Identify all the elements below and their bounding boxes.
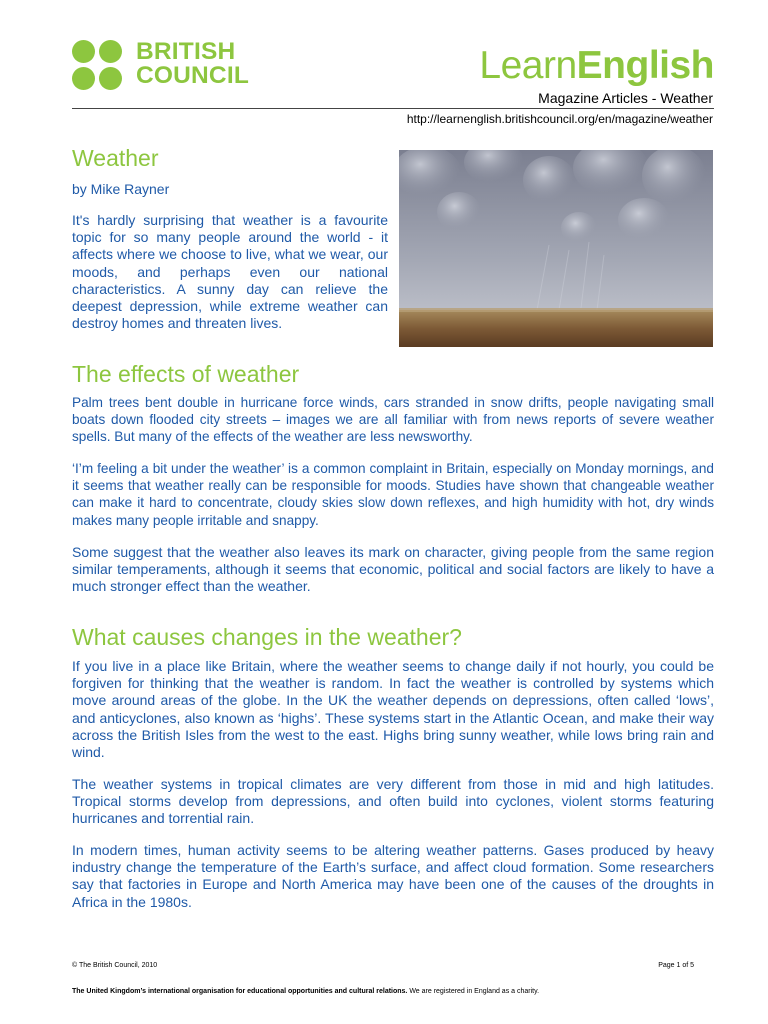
heading-what-causes-changes: What causes changes in the weather? [72,624,462,650]
byline: by Mike Rayner [72,181,170,197]
footer-page-number: Page 1 of 5 [658,962,694,969]
learnenglish-logo [479,44,714,88]
header-divider [72,108,714,109]
weather-photo [399,150,713,347]
heading-effects-of-weather: The effects of weather [72,361,300,387]
article-title: Weather [72,145,159,171]
british-council-dots-icon [72,40,126,94]
causes-paragraph-1: If you live in a place like Britain, where the weather seems to change daily if not hourly, you could be forgiven for thinking that the weather is random. In fact the weather is controlled by systems which move around areas of the globe. In the UK the weather depends on depressions, often called ‘lows’, and anticyclones, also known as ‘highs’. These systems start in the Atlantic Ocean, and make their way across the British Isles from the west to the east. Highs bring sunny weather, while lows bring rain and wind. [72,658,714,761]
learnenglish-logo-light: Learn [479,44,577,87]
footer-charity-note [72,988,539,995]
learnenglish-logo-bold: English [576,44,714,87]
footer-charity-bold: The United Kingdom’s international organisation for educational opportunities and cultural relations. [72,988,408,995]
causes-paragraph-3: In modern times, human activity seems to be altering weather patterns. Gases produced by heavy industry change the temperature of the Earth’s surface, and affect cloud formation. Some researchers say that factories in Europe and North America may have been one of the causes of the droughts in Africa in the 1980s. [72,842,714,910]
british-council-wordmark: BRITISH COUNCIL [136,38,250,89]
british-council-logo [72,40,272,94]
section-title: Magazine Articles - Weather [538,90,713,106]
effects-paragraph-2: ‘I’m feeling a bit under the weather’ is a common complaint in Britain, especially on Monday mornings, and it seems that weather really can be responsible for moods. Studies have shown that changeable weather can make it hard to concentrate, cloudy skies slow down reflexes, and high humidity with hot, dry winds makes many people irritable and snappy. [72,461,714,528]
source-url: http://learnenglish.britishcouncil.org/en/magazine/weather [406,112,713,126]
footer-copyright: © The British Council, 2010 [72,962,158,969]
intro-paragraph: It's hardly surprising that weather is a favourite topic for so many people around the world - it affects where we choose to live, what we wear, our moods, and perhaps even our national characteristics. A sunny day can relieve the deepest depression, while extreme weather can destroy homes and threaten lives. [72,212,388,332]
causes-paragraph-2: The weather systems in tropical climates are very different from those in mid and high latitudes. Tropical storms develop from depressions, and often build into cyclones, violent storms featuring hurricanes and torrential rain. [72,776,714,827]
effects-paragraph-1: Palm trees bent double in hurricane force winds, cars stranded in snow drifts, people navigating small boats down flooded city streets – images we are all familiar with from news reports of severe weather spells. But many of the effects of the weather are less newsworthy. [72,395,714,445]
effects-paragraph-3: Some suggest that the weather also leaves its mark on character, giving people from the same region similar temperaments, although it seems that economic, political and social factors are likely to have a much stronger effect than the weather. [72,544,714,595]
footer-charity-rest: We are registered in England as a charity. [407,988,540,995]
